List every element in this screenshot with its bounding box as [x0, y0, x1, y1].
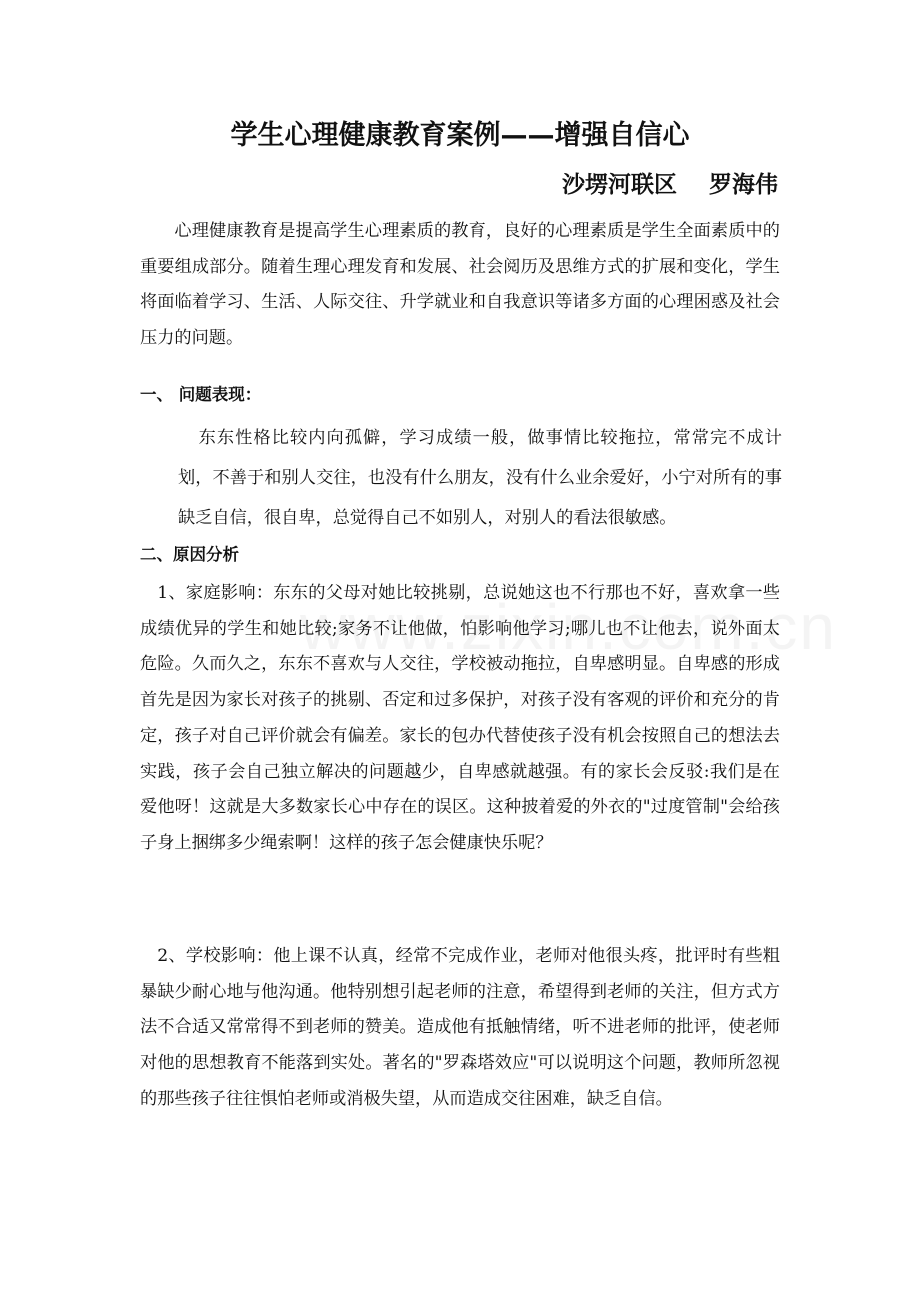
author-line: 沙塄河联区 罗海伟 [561, 172, 778, 198]
section2-heading: 二、原因分析 [140, 545, 239, 564]
section2-point1: 1、家庭影响：东东的父母对她比较挑剔，总说她这也不行那也不好，喜欢拿一些成绩优异的学生和她比较;家务不让他做，怕影响他学习;哪儿也不让他去，说外面太危险。久而久之，东东不喜欢与人交往，学校被动拖拉，自卑感明显。自卑感的形成首先是因为家长对孩子的挑剔、否定和过多保护，对孩子没有客观的评价和充分的肯定，孩子对自己评价就会有偏差。家长的包办代替使孩子没有机会按照自己的想法去实践，孩子会自己独立解决的问题越少，自卑感就越强。有的家长会反驳:我们是在爱他呀！这就是大多数家长心中存在的误区。这种披着爱的外衣的"过度管制"会给孩子身上捆绑多少绳索啊！这样的孩子怎会健康快乐呢？ [140, 583, 780, 853]
document-title: 学生心理健康教育案例——增强自信心 [230, 120, 690, 151]
section2-point2: 2、学校影响：他上课不认真，经常不完成作业，老师对他很头疼，批评时有些粗暴缺少耐心地与他沟通。他特别想引起老师的注意，希望得到老师的关注，但方式方法不合适又常常得不到老师的赞美。造成他有抵触情绪，听不进老师的批评，使老师对他的思想教育不能落到实处。著名的"罗森塔效应"可以说明这个问题，教师所忽视的那些孩子往往惧怕老师或消极失望，从而造成交往困难，缺乏自信。 [140, 946, 780, 1109]
section1-body: 东东性格比较内向孤僻，学习成绩一般，做事情比较拖拉，常常完不成计划，不善于和别人交往，也没有什么朋友，没有什么业余爱好，小宁对所有的事缺乏自信，很自卑，总觉得自己不如别人，对别人的看法很敏感。 [178, 428, 782, 528]
section1-heading: 一、 问题表现： [140, 385, 262, 404]
intro-paragraph: 心理健康教育是提高学生心理素质的教育，良好的心理素质是学生全面素质中的重要组成部分。随着生理心理发育和发展、社会阅历及思维方式的扩展和变化，学生将面临着学习、生活、人际交往、升学就业和自我意识等诸多方面的心理困惑及社会压力的问题。 [140, 221, 780, 349]
